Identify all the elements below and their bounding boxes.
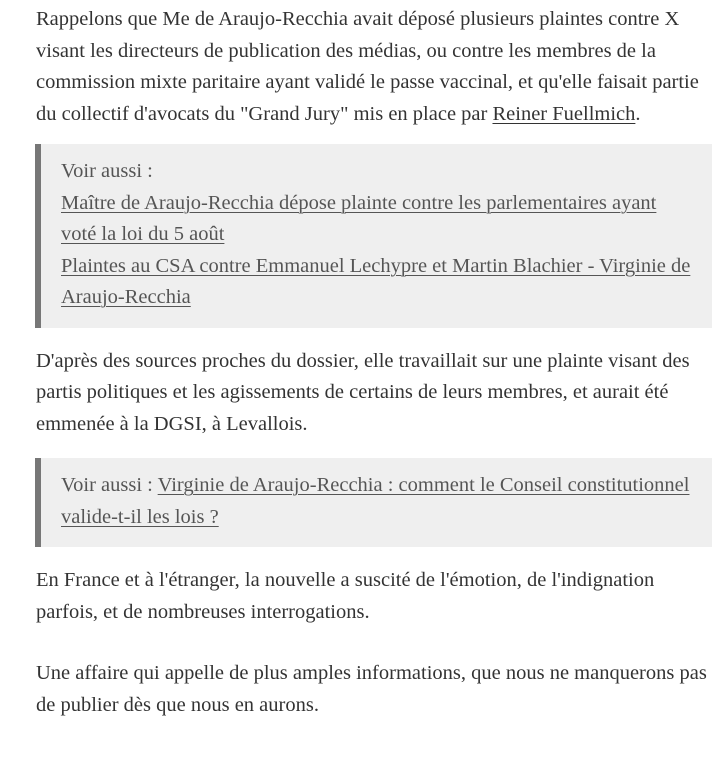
see-also-box	[35, 458, 712, 547]
paragraph-text: Rappelons que Me de Araujo-Recchia avait déposé plusieurs plaintes contre X visant les directeurs de publication des médias, ou contre les membres de la commission mixte paritaire ayant validé le passe vaccinal, et qu'elle faisait partie du collectif d'avocats du "Grand Jury" mis en place par	[36, 8, 699, 125]
link-conseil-constitutionnel[interactable]: Virginie de Araujo-Recchia : comment le Conseil constitutionnel valide-t-il les lois ?	[61, 474, 690, 528]
see-also-label: Voir aussi :	[61, 160, 153, 182]
paragraph-end: .	[635, 102, 641, 125]
see-also-label: Voir aussi :	[61, 474, 158, 496]
paragraph-conclusion: Une affaire qui appelle de plus amples informations, que nous ne manquerons pas de publier dès que nous en aurons.	[36, 662, 707, 716]
see-also-box	[35, 144, 712, 328]
link-plainte-parlementaires[interactable]: Maître de Araujo-Recchia dépose plainte contre les parlementaires ayant voté la loi du 5 août	[61, 191, 657, 245]
paragraph-dgsi: D'après des sources proches du dossier, elle travaillait sur une plainte visant des partis politiques et les agissements de certains de leurs membres, et aurait été emmenée à la DGSI, à Levallois.	[36, 349, 690, 435]
link-reiner-fuellmich[interactable]: Reiner Fuellmich	[492, 102, 636, 125]
link-plaintes-csa[interactable]: Plaintes au CSA contre Emmanuel Lechypre et Martin Blachier - Virginie de Araujo-Recchia	[61, 254, 691, 308]
paragraph-emotion: En France et à l'étranger, la nouvelle a suscité de l'émotion, de l'indignation parfois, et de nombreuses interrogations.	[36, 569, 655, 623]
paragraph-complaints	[36, 4, 712, 130]
